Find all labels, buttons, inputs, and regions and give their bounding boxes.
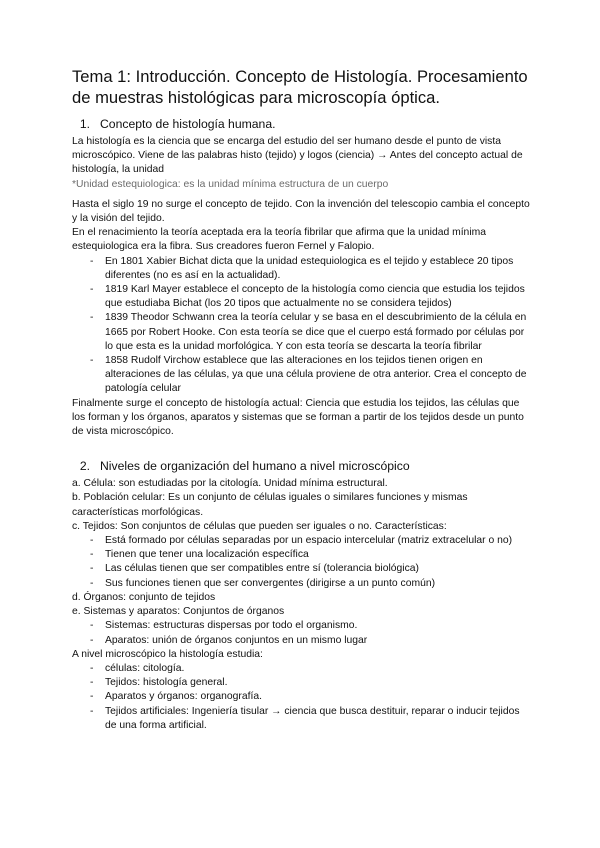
level-c: c. Tejidos: Son conjuntos de células que pueden ser iguales o no. Características: [72,520,447,532]
list-item: - Las células tienen que ser compatibles entre sí (tolerancia biológica) [72,562,532,576]
list-item: - Tejidos artificiales: Ingeniería tisular → ciencia que busca destituir, reparar o inducir tejidos de una forma artificial. [72,705,532,733]
list-item: - Aparatos y órganos: organografía. [72,690,532,704]
section-1-para-3: En el renacimiento la teoría aceptada era la teoría fibrilar que afirma que la unidad mínima estequiologica era la fibra. Sus creadores fueron Fernel y Falopio. [72,227,486,253]
list-item: - 1839 Theodor Schwann crea la teoría celular y se basa en el descubrimiento de la célula en 1665 por Robert Hooke. Con esta teoría se dice que el cuerpo está formado por células por lo que esta es la unidad morfológica. Y con esta teoría se descarta la teoría fibrilar [72,311,532,354]
study-list [72,662,532,733]
study-intro: A nivel microscópico la histología estudia: [72,648,263,660]
list-item: - Tienen que tener una localización específica [72,548,532,562]
section-1-heading [72,117,532,132]
list-item: - 1819 Karl Mayer establece el concepto de la histología como ciencia que estudia los tejidos que estudiaba Bichat (los 20 tipos que actualmente no se considera tejidos) [72,283,532,311]
systems-list [72,619,532,647]
list-item: - células: citología. [72,662,532,676]
section-2-number: 2. [79,459,90,474]
list-item: - Sus funciones tienen que ser convergentes (dirigirse a un punto común) [72,577,532,591]
level-a: a. Célula: son estudiadas por la citología. Unidad mínima estructural. [72,478,388,490]
level-e: e. Sistemas y aparatos: Conjuntos de órganos [72,606,285,618]
section-1-number: 1. [79,117,90,131]
list-item: - En 1801 Xabier Bichat dicta que la unidad estequiologica es el tejido y establece 20 tipos diferentes (no es así en la actualidad). [72,255,532,283]
list-item: - 1858 Rudolf Virchow establece que las alteraciones en los tejidos tienen origen en alteraciones de las células, ya que una célula proviene de otra anterior. Crea el concepto de patología celular [72,354,532,397]
section-1-note: *Unidad estequiologica: es la unidad mínima estructura de un cuerpo [72,178,389,190]
document-title: Tema 1: Introducción. Concepto de Histología. Procesamiento de muestras histológicas para microscopía óptica. [72,67,528,107]
section-2-title: Niveles de organización del humano a nivel microscópico [100,459,410,474]
list-item: - Aparatos: unión de órganos conjuntos en un mismo lugar [72,634,532,648]
document-page [72,66,532,733]
history-list [72,255,532,397]
list-item: - Tejidos: histología general. [72,676,532,690]
section-1-title: Concepto de histología humana. [100,117,276,131]
section-1-intro: La histología es la ciencia que se encarga del estudio del ser humano desde el punto de vista microscópico. Viene de las palabras histo (tejido) y logos (ciencia) → Antes del concepto actual de histología, la unidad [72,136,523,176]
tissue-characteristics-list [72,534,532,591]
list-item: - Sistemas: estructuras dispersas por todo el organismo. [72,619,532,633]
level-d: d. Órganos: conjunto de tejidos [72,591,216,603]
section-1-para-2: Hasta el siglo 19 no surge el concepto de tejido. Con la invención del telescopio cambia el concepto y la visión del tejido. [72,198,530,225]
section-2-heading [72,459,532,474]
section-1-conclusion: Finalmente surge el concepto de histología actual: Ciencia que estudia los tejidos, las células que los forman y los órganos, aparatos y sistemas que se forman a partir de los tejidos desde un punto de vista microscópico. [72,397,524,438]
list-item: - Está formado por células separadas por un espacio intercelular (matriz extracelular o no) [72,534,532,548]
level-b: b. Población celular: Es un conjunto de células iguales o similares funciones y mismas características morfológicas. [72,492,468,518]
